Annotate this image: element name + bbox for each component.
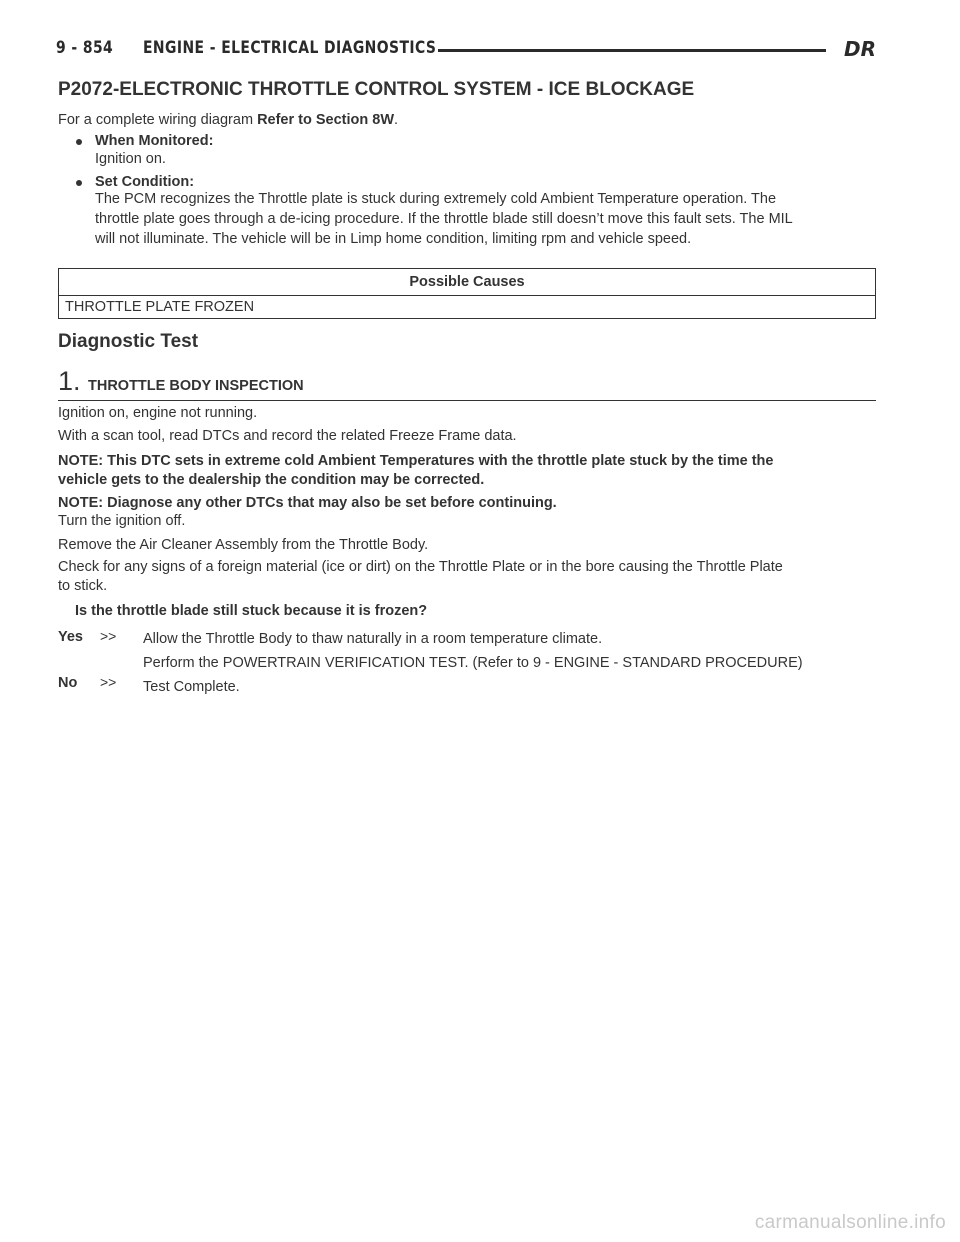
answer-no-arrow: >> bbox=[100, 674, 117, 690]
when-monitored-value: Ignition on. bbox=[95, 151, 166, 167]
watermark: carmanualsonline.info bbox=[754, 1212, 946, 1233]
check-line: to stick. bbox=[58, 578, 108, 594]
step-line: Turn the ignition off. bbox=[58, 513, 186, 529]
check-line: Check for any signs of a foreign material (ice or dirt) on the Throttle Plate or in the bore causing the Throttle Plate bbox=[58, 559, 783, 575]
answer-yes-arrow: >> bbox=[100, 628, 117, 644]
note-line: NOTE: Diagnose any other DTCs that may also be set before continuing. bbox=[58, 495, 557, 511]
section-title: ENGINE - ELECTRICAL DIAGNOSTICS bbox=[143, 38, 437, 58]
step-title: THROTTLE BODY INSPECTION bbox=[88, 378, 304, 394]
dr-logo: DR bbox=[843, 37, 876, 61]
answer-yes-action: Allow the Throttle Body to thaw naturally in a room temperature climate. bbox=[143, 631, 603, 647]
answer-no-label: No bbox=[58, 675, 78, 691]
note-line: vehicle gets to the dealership the condition may be corrected. bbox=[58, 472, 485, 488]
step-line: With a scan tool, read DTCs and record the related Freeze Frame data. bbox=[58, 428, 517, 444]
intro-text: For a complete wiring diagram bbox=[58, 112, 258, 128]
page-title: P2072-ELECTRONIC THROTTLE CONTROL SYSTEM - ICE BLOCKAGE bbox=[58, 79, 695, 100]
set-condition-line: The PCM recognizes the Throttle plate is stuck during extremely cold Ambient Temperature operation. The bbox=[95, 191, 777, 207]
bullet-icon bbox=[76, 139, 82, 145]
table-row: THROTTLE PLATE FROZEN bbox=[65, 299, 255, 315]
step-line: Ignition on, engine not running. bbox=[58, 405, 258, 421]
note-line: NOTE: This DTC sets in extreme cold Ambient Temperatures with the throttle plate stuck by the time the bbox=[58, 453, 774, 469]
step-number: 1. bbox=[58, 366, 81, 396]
wiring-diagram-link[interactable]: Refer to Section 8W bbox=[257, 112, 395, 128]
set-condition-line: throttle plate goes through a de-icing procedure. If the throttle blade still doesn’t move this fault sets. The MIL bbox=[95, 211, 793, 227]
page-header bbox=[58, 38, 876, 64]
bullet-icon bbox=[76, 180, 82, 186]
set-condition-line: will not illuminate. The vehicle will be in Limp home condition, limiting rpm and vehicle speed. bbox=[95, 231, 692, 247]
possible-causes-header: Possible Causes bbox=[59, 269, 875, 296]
answer-yes-label: Yes bbox=[58, 629, 83, 645]
answer-yes-action: Perform the POWERTRAIN VERIFICATION TEST. (Refer to 9 - ENGINE - STANDARD PROCEDURE) bbox=[143, 655, 803, 671]
step-heading bbox=[58, 366, 876, 401]
when-monitored-label: When Monitored: bbox=[95, 133, 214, 149]
possible-causes-table bbox=[58, 268, 876, 319]
page-number: 9 - 854 bbox=[56, 38, 114, 58]
intro-tail: . bbox=[394, 112, 399, 128]
step-question: Is the throttle blade still stuck because it is frozen? bbox=[75, 603, 428, 619]
step-line: Remove the Air Cleaner Assembly from the Throttle Body. bbox=[58, 537, 429, 553]
set-condition-label: Set Condition: bbox=[95, 174, 195, 190]
diagnostic-test-heading: Diagnostic Test bbox=[58, 331, 199, 352]
answer-no-action: Test Complete. bbox=[143, 679, 240, 695]
wiring-diagram-line bbox=[58, 110, 876, 130]
header-rule bbox=[438, 49, 826, 52]
